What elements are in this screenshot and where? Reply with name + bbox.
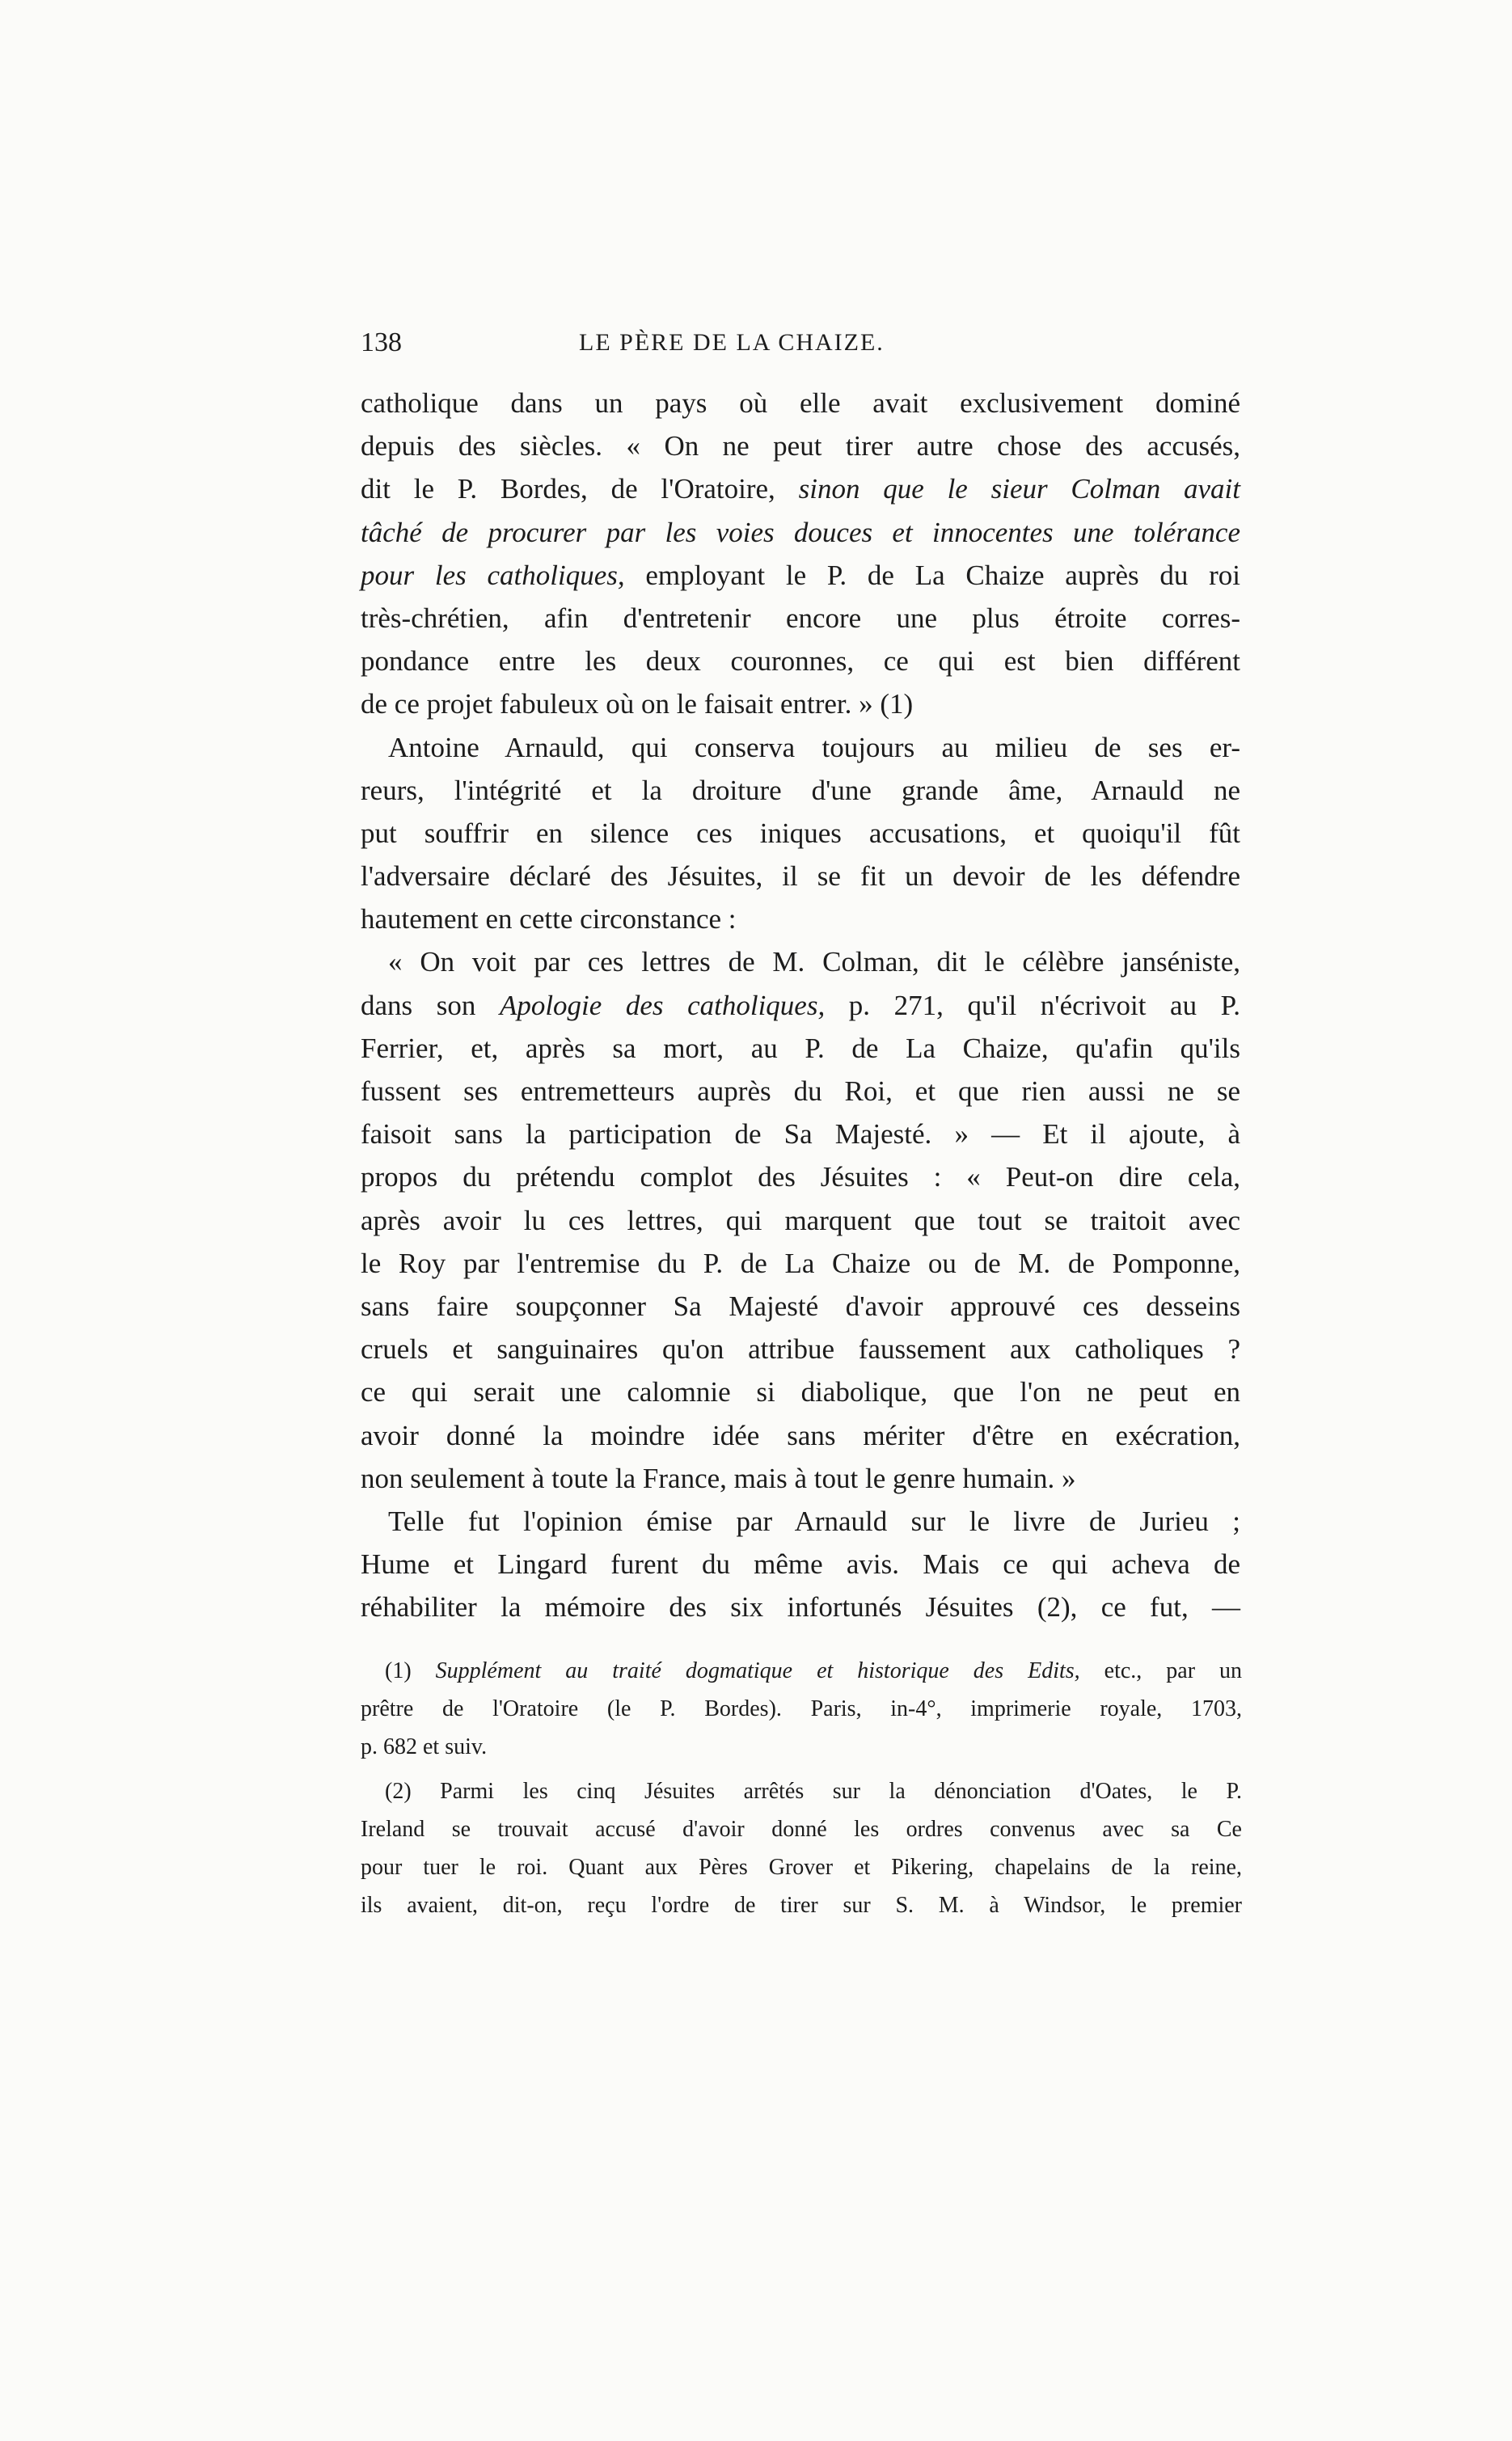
text-line: l'adversaire déclaré des Jésuites, il se fit un devoir de les défendre bbox=[361, 860, 1240, 893]
text-line: avoir donné la moindre idée sans mériter d'être en exécration, bbox=[361, 1419, 1240, 1451]
text-line: réhabiliter la mémoire des six infortunés Jésuites (2), ce fut, — bbox=[361, 1591, 1240, 1624]
text-line: de ce projet fabuleux où on le faisait entrer. » (1) bbox=[361, 688, 914, 720]
text-line: propos du prétendu complot des Jésuites : « Peut-on dire cela, bbox=[361, 1161, 1240, 1193]
text-span: p. 271, qu'il n'écrivoit au P. bbox=[848, 989, 1240, 1021]
text-line: sans faire soupçonner Sa Majesté d'avoir approuvé ces desseins bbox=[361, 1290, 1240, 1322]
italic-quote-line: tâché de procurer par les voies douces et innocentes une tolérance bbox=[361, 516, 1240, 548]
text-line: fussent ses entremetteurs auprès du Roi, et que rien aussi ne se bbox=[361, 1075, 1240, 1107]
footnote-2-line: (2) Parmi les cinq Jésuites arrêtés sur la dénonciation d'Oates, le P. bbox=[385, 1779, 1242, 1804]
text-line: non seulement à toute la France, mais à tout le genre humain. » bbox=[361, 1462, 1076, 1494]
text-line: Telle fut l'opinion émise par Arnauld sur le livre de Jurieu ; bbox=[388, 1505, 1240, 1537]
italic-quote: pour les catholiques, bbox=[361, 559, 625, 591]
text-line: hautement en cette circonstance : bbox=[361, 903, 737, 935]
text-line: faisoit sans la participation de Sa Majesté. » — Et il ajoute, à bbox=[361, 1118, 1240, 1151]
footnote-2-line: ils avaient, dit-on, reçu l'ordre de tirer sur S. M. à Windsor, le premier bbox=[361, 1893, 1242, 1918]
text-span: dit le P. Bordes, de l'Oratoire, bbox=[361, 473, 775, 505]
footnote-spacer bbox=[361, 1766, 1242, 1772]
page-number: 138 bbox=[361, 327, 402, 357]
footnote-1-line: p. 682 et suiv. bbox=[361, 1734, 488, 1759]
text-line: « On voit par ces lettres de M. Colman, dit le célèbre janséniste, bbox=[388, 946, 1240, 978]
text-line: reurs, l'intégrité et la droiture d'une grande âme, Arnauld ne bbox=[361, 774, 1240, 806]
text-line: ce qui serait une calomnie si diabolique, que l'on ne peut en bbox=[361, 1376, 1240, 1408]
footnote-2-line: pour tuer le roi. Quant aux Pères Grover et Pikering, chapelains de la reine, bbox=[361, 1855, 1242, 1880]
footnote-1-title: Supplément au traité dogmatique et historique des Edits, bbox=[435, 1658, 1080, 1683]
footnote-text: etc., par un bbox=[1104, 1658, 1243, 1683]
running-title: LE PÈRE DE LA CHAIZE. bbox=[579, 329, 885, 356]
book-title: Apologie des catholiques, bbox=[499, 989, 826, 1021]
footnote-1-line bbox=[361, 1652, 1242, 1690]
page-header bbox=[361, 327, 1242, 368]
text-line: Hume et Lingard furent du même avis. Mais ce qui acheva de bbox=[361, 1548, 1240, 1581]
text-line: catholique dans un pays où elle avait exclusivement dominé bbox=[361, 387, 1240, 419]
text-line: cruels et sanguinaires qu'on attribue faussement aux catholiques ? bbox=[361, 1333, 1240, 1366]
text-line: Ferrier, et, après sa mort, au P. de La Chaize, qu'afin qu'ils bbox=[361, 1032, 1240, 1064]
italic-quote: sinon que le sieur Colman avait bbox=[798, 473, 1241, 505]
text-line bbox=[361, 984, 1240, 1027]
text-line: le Roy par l'entremise du P. de La Chaize ou de M. de Pomponne, bbox=[361, 1247, 1240, 1279]
text-span: dans son bbox=[361, 989, 476, 1021]
text-line: put souffrir en silence ces iniques accusations, et quoiqu'il fût bbox=[361, 817, 1240, 849]
footnote-1-mark: (1) bbox=[385, 1658, 412, 1683]
text-line bbox=[361, 554, 1240, 597]
footnote-2-line: Ireland se trouvait accusé d'avoir donné les ordres convenus avec sa Ce bbox=[361, 1817, 1242, 1842]
main-text bbox=[361, 382, 1240, 1628]
footnote-1-line: prêtre de l'Oratoire (le P. Bordes). Paris, in-4°, imprimerie royale, 1703, bbox=[361, 1696, 1242, 1721]
text-line: depuis des siècles. « On ne peut tirer autre chose des accusés, bbox=[361, 430, 1240, 462]
text-span: employant le P. de La Chaize auprès du roi bbox=[645, 559, 1240, 591]
text-line: pondance entre les deux couronnes, ce qui est bien différent bbox=[361, 645, 1240, 678]
footnotes bbox=[361, 1652, 1242, 1924]
text-line: Antoine Arnauld, qui conserva toujours au milieu de ses er- bbox=[388, 731, 1240, 763]
text-line bbox=[361, 467, 1240, 510]
text-line: après avoir lu ces lettres, qui marquent que tout se traitoit avec bbox=[361, 1204, 1240, 1236]
text-line: très-chrétien, afin d'entretenir encore une plus étroite corres- bbox=[361, 602, 1240, 634]
